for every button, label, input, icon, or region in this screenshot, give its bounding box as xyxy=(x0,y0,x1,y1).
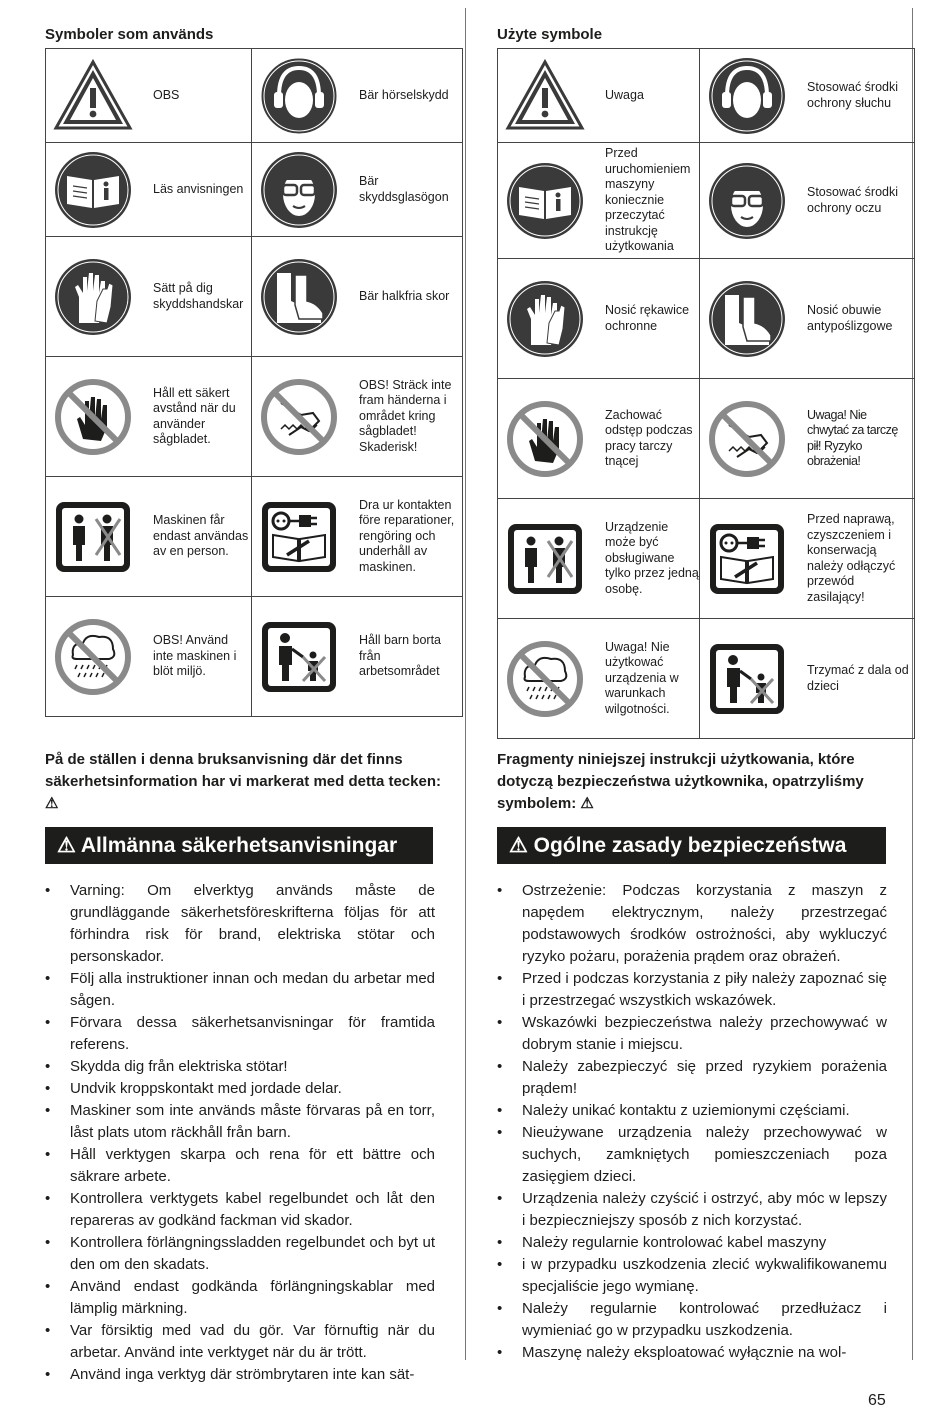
list-item: • Använd inga verktyg där strömbrytaren inte kan sät- xyxy=(45,1364,435,1386)
safety-intro: Fragmenty niniejszej instrukcji użytkowania, które dotyczą bezpieczeństwa użytkownika, opatrzyliśmy symbolem: ⚠ xyxy=(497,751,864,812)
keep-children-away-icon xyxy=(259,617,339,697)
list-item: • Håll verktygen skarpa och rena för ett bättre och säkrare arbete. xyxy=(45,1144,435,1188)
no-rain-icon xyxy=(505,639,585,719)
symbols-title: Symboler som används xyxy=(45,26,214,43)
list-item: • i w przypadku uszkodzenia zlecić wykwalifikowanemu specjaliście jego wymianę. xyxy=(497,1254,887,1298)
no-reach-blade-icon xyxy=(707,399,787,479)
list-item: • Kontrollera verktygets kabel regelbundet och låt den repareras av godkänd fackman vid skador. xyxy=(45,1188,435,1232)
symbol-label: Zachować odstęp podczas pracy tarczy tnącej xyxy=(605,407,693,468)
symbols-title: Użyte symbole xyxy=(497,26,603,43)
read-manual-icon xyxy=(505,161,585,241)
list-item: • Följ alla instruktioner innan och medan du arbetar med sågen. xyxy=(45,968,435,1012)
warning-triangle-icon xyxy=(53,56,133,136)
symbol-label: Przed uruchomieniem maszyny koniecznie przeczytać instrukcję użytkowania xyxy=(605,146,691,254)
symbol-label: Uwaga! Nie chwytać za tarczę pił! Ryzyko obrażenia! xyxy=(807,407,898,468)
list-item: • Ostrzeżenie: Podczas korzystania z maszyn z napędem elektrycznym, należy przestrzegać podstawowych środków ostrożności, aby wykluczyć ryzyko pożaru, porażenia prądem oraz obrażeń. xyxy=(497,880,887,968)
list-item: • Maszynę należy eksploatować wyłącznie na wol- xyxy=(497,1342,887,1364)
symbol-label: Sätt på dig skyddshandskar xyxy=(153,281,244,311)
read-manual-icon xyxy=(53,150,133,230)
no-rain-icon xyxy=(53,617,133,697)
list-item: • Należy unikać kontaktu z uziemionymi częściami. xyxy=(497,1100,887,1122)
symbol-label: Nosić rękawice ochronne xyxy=(605,303,690,333)
list-item: • Förvara dessa säkerhetsanvisningar för framtida referens. xyxy=(45,1012,435,1056)
safety-goggles-icon xyxy=(707,161,787,241)
keep-children-away-icon xyxy=(707,639,787,719)
gloves-icon xyxy=(53,257,133,337)
symbol-label: Håll ett säkert avstånd när du använder sågbladet. xyxy=(153,385,236,446)
rules-list xyxy=(45,880,435,1386)
list-item: • Skydda dig från elektriska stötar! xyxy=(45,1056,435,1078)
symbol-label: Håll barn borta från arbetsområdet xyxy=(359,633,441,679)
symbol-label: Uwaga xyxy=(605,87,644,102)
symbol-label: Bär hörselskydd xyxy=(359,87,449,102)
symbol-label: Stosować środki ochrony słuchu xyxy=(807,80,899,110)
safety-boots-icon xyxy=(259,257,339,337)
safety-boots-icon xyxy=(707,279,787,359)
list-item: • Maskiner som inte används måste förvaras på en torr, låst plats utom räckhåll från barn. xyxy=(45,1100,435,1144)
symbol-label: Maskinen får endast användas av en person. xyxy=(153,513,249,559)
list-item: • Undvik kroppskontakt med jordade delar. xyxy=(45,1078,435,1100)
symbol-label: Bär halkfria skor xyxy=(359,288,450,303)
list-item: • Urządzenia należy czyścić i ostrzyć, aby móc w lepszy i bezpieczniejszy sposób z nich korzystać. xyxy=(497,1188,887,1232)
ear-protection-icon xyxy=(707,56,787,136)
safety-goggles-icon xyxy=(259,150,339,230)
symbol-label: Läs anvisningen xyxy=(153,181,244,196)
section-heading: ⚠ Allmänna säkerhetsanvisningar xyxy=(45,827,433,864)
symbol-label: Dra ur kontakten före reparationer, rengöring och underhåll av maskinen. xyxy=(359,497,455,574)
unplug-icon xyxy=(707,519,787,599)
symbols-table xyxy=(45,48,463,717)
symbol-label: Stosować środki ochrony oczu xyxy=(807,185,899,215)
symbol-label: Uwaga! Nie użytkować urządzenia w warunkach wilgotności. xyxy=(605,639,679,716)
column-divider-left xyxy=(465,8,466,1360)
list-item: • Var försiktig med vad du gör. Var förnuftig när du arbetar. Använd inte verktyget när du är trött. xyxy=(45,1320,435,1364)
list-item: • Varning: Om elverktyg används måste de grundläggande säkerhetsföreskrifterna följas för att förhindra risk för brand, elektriska stötar och personskador. xyxy=(45,880,435,968)
warning-triangle-icon xyxy=(505,56,585,136)
section-heading: ⚠ Ogólne zasady bezpieczeństwa xyxy=(497,827,886,864)
list-item: • Należy regularnie kontrolować przedłużacz i wymieniać go w przypadku uszkodzenia. xyxy=(497,1298,887,1342)
gloves-icon xyxy=(505,279,585,359)
list-item: • Przed i podczas korzystania z piły należy zapoznać się i przestrzegać wszystkich wskazówek. xyxy=(497,968,887,1012)
list-item: • Nieużywane urządzenia należy przechowywać w suchych, zamkniętych pomieszczeniach poza zasięgiem dzieci. xyxy=(497,1122,887,1188)
safety-intro: På de ställen i denna bruksanvisning där det finns säkerhetsinformation har vi markerat med detta tecken: ⚠ xyxy=(45,751,441,812)
rules-list xyxy=(497,880,887,1364)
no-hand-icon xyxy=(53,377,133,457)
symbol-label: OBS xyxy=(153,87,180,102)
list-item: • Wskazówki bezpieczeństwa należy przechowywać w dobrym stanie i miejscu. xyxy=(497,1012,887,1056)
symbol-label: OBS! Använd inte maskinen i blöt miljö. xyxy=(153,633,237,679)
one-person-icon xyxy=(53,497,133,577)
symbol-label: Bär skyddsglasögon xyxy=(359,174,449,204)
list-item: • Använd endast godkända förlängningskablar med lämplig märkning. xyxy=(45,1276,435,1320)
page-number: 65 xyxy=(868,1392,886,1409)
list-item: • Należy regularnie kontrolować kabel maszyny xyxy=(497,1232,887,1254)
one-person-icon xyxy=(505,519,585,599)
symbol-label: Trzymać z dala od dzieci xyxy=(807,663,909,693)
symbol-label: Nosić obuwie antypoślizgowe xyxy=(807,303,893,333)
unplug-icon xyxy=(259,497,339,577)
symbol-label: Urządzenie może być obsługiwane tylko przez jedną osobę. xyxy=(605,519,699,596)
symbol-label: OBS! Sträck inte fram händerna i området kring sågbladet! Skaderisk! xyxy=(359,377,452,454)
no-reach-blade-icon xyxy=(259,377,339,457)
list-item: • Kontrollera förlängningssladden regelbundet och byt ut den om den skadats. xyxy=(45,1232,435,1276)
symbols-table xyxy=(497,48,915,739)
ear-protection-icon xyxy=(259,56,339,136)
symbol-label: Przed naprawą, czyszczeniem i konserwacją należy odłączyć przewód zasilający! xyxy=(807,512,896,604)
list-item: • Należy zabezpieczyć się przed ryzykiem porażenia prądem! xyxy=(497,1056,887,1100)
no-hand-icon xyxy=(505,399,585,479)
